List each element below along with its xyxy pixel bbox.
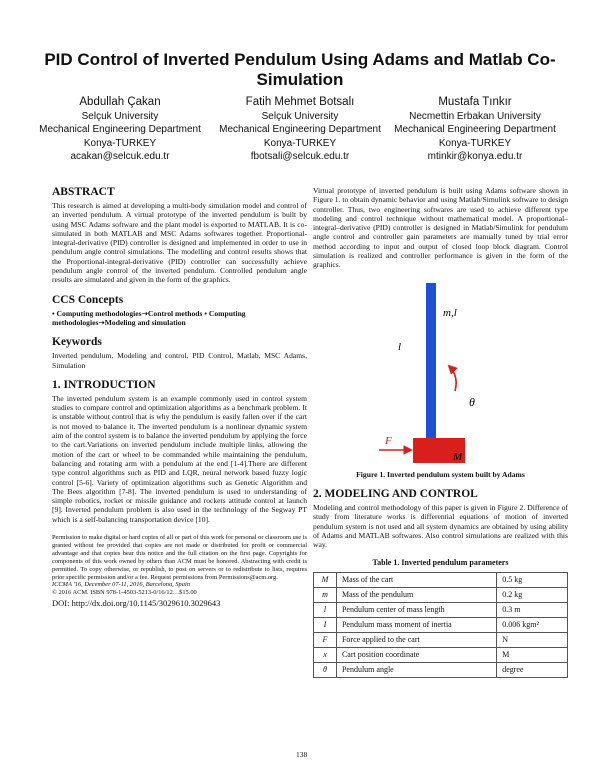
table-row [314,587,568,602]
table-cell-symbol: I [314,617,337,632]
author-department: Mechanical Engineering Department [39,124,201,135]
table-cell-description: Mass of the pendulum [336,587,496,602]
abstract-text: This research is aimed at developing a multi-body simulation model and control of an inverted pendulum. A virtual prototype of the inverted pendulum is built by using MSC Adams software and the plant model is exported to MATLAB. It is co-simulated in both MATLAB and MSC Adams softwares together. Proportional-integral-derivative (PID) controller is designed and implemented in order to use in pendulum angle control simulations. The modelling and control results shows that the Proportional-integral-derivative (PID) controller can successfully achieve pendulum angle control of the inverted pendulum. Controlled pendulum angle results are simulated and given in the form of the graphics. [52,201,307,285]
label-force: F [385,434,392,447]
table-cell-value: 0.2 kg [497,587,568,602]
right-intro-text: Virtual prototype of inverted pendulum is built using Adams software shown in Figure 1. to obtain dynamic behavior and using Matlab/Simulink software to design controller. Thus, two engineering softwares are used to achieve different type modeling and control technique without mathematical model. A proportional–integral–derivative (PID) controller is designed in Matlab/Simulink for pendulum angle control and controller gain parameters are manually tuned by trial error method according to input and output of closed loop block diagram. Control simulation is realized and controller performance is given in the form of the graphics. [313,186,568,270]
author-location: Konya-TURKEY [263,137,337,149]
table-cell-value: 0.006 kgm² [497,617,568,632]
figure-1 [313,278,568,466]
table-row [314,572,568,587]
table-cell-description: Cart position coordinate [336,647,496,662]
copyright-line: © 2016 ACM. ISBN 978-1-4503-5213-0/16/12…$15.00 [52,589,197,597]
pendulum-diagram [313,278,568,466]
introduction-heading: 1. INTRODUCTION [52,378,156,391]
author-email: mtinkir@konya.edu.tr [427,151,523,162]
author-name: Abdullah Çakan [79,96,161,108]
author-block [35,96,205,164]
table-cell-symbol: x [314,647,337,662]
author-affiliation: Selçuk University [81,110,159,122]
conference-line: ICCMA '16, December 07-11, 2016, Barcelona, Spain [52,581,190,589]
pendulum-rod [426,283,436,438]
table-cell-value: M [497,647,568,662]
label-cart-mass: M [453,450,463,463]
figure-caption: Figure 1. Inverted pendulum system built by Adams [356,469,525,479]
table-cell-description: Force applied to the cart [336,632,496,647]
paper-title: PID Control of Inverted Pendulum Using Adams and Matlab Co-Simulation [44,50,556,89]
introduction-text: The inverted pendulum system is an example commonly used in control system studies to compare control and optimization algorithms as a benchmark problem. It is unstable without control that is why the pendulum is easily fallen over if the cart is not moved to balance it. The inverted pendulum is a nonlinear dynamic system aim of the control system is to balance the inverted pendulum by applying the force to the cart.Variations on inverted pendulum include multiple links, allowing the motion of the cart or wheel to be commanded while maintaining the pendulum, balancing and rotating arm with a pendulum at the end [1-4].There are different type control algorithms such as PID and LQR, neural network based fuzzy logic control [5-6]. Variety of optimization algorithms such as Genetic Algorithm and The Bees algorithm [7-8]. The inverted pendulum is used to understanding of simple robotics, rocket or missile guidance and rockets attitude control at launch [9]. Inverted pendulum problem is also used in the technology of the Segway PT which is a self-balancing transportation device [10]. [52,393,307,524]
table-caption: Table 1. Inverted pendulum parameters [372,558,509,568]
author-department: Mechanical Engineering Department [394,124,556,135]
page-number: 138 [296,750,308,759]
table-cell-symbol: m [314,587,337,602]
left-column [52,186,307,608]
table-cell-value: 0.3 m [497,602,568,617]
table-cell-symbol: M [314,572,337,587]
label-mass-length: m,l [443,306,457,319]
table-row [314,617,568,632]
modeling-text: Modeling and control methodology of this paper is given in Figure 2. Difference of study from literature works is differential equations of motion of inverted pendulum system is not used and all system dynamics are obtained by using ability of Adams and MATLAB softwares. Also control simulations are realized with this way. [313,502,568,550]
table-cell-value: N [497,632,568,647]
ccs-heading: CCS Concepts [52,293,124,306]
modeling-heading: 2. MODELING AND CONTROL [313,487,478,500]
permission-notice: Permission to make digital or hard copies of all or part of this work for personal or classroom use is granted without fee provided that copies are not made or distributed for profit or commercial advantage and that copies bear this notice and the full citation on the first page. Copyrights for components of this work owned by others than ACM must be honored. Abstracting with credit is permitted. To copy otherwise, or republish, to post on servers or to redistribute to lists, requires prior specific permission and/or a fee. Request permissions from Permissions@acm.org. [52,534,307,581]
author-location: Konya-TURKEY [83,137,157,149]
table-cell-symbol: l [314,602,337,617]
author-email: acakan@selcuk.edu.tr [70,151,170,162]
author-name: Mustafa Tınkır [438,96,512,108]
table-cell-description: Pendulum angle [336,662,496,677]
ccs-text: • Computing methodologies➝Control methods • Computing methodologies➝Modeling and simulation [52,308,246,327]
author-name: Fatih Mehmet Botsalı [245,96,355,108]
table-cell-value: degree [497,662,568,677]
label-theta: θ [469,394,475,409]
table-cell-value: 0.5 kg [497,572,568,587]
author-location: Konya-TURKEY [438,137,512,149]
table-cell-description: Pendulum mass moment of inertia [336,617,496,632]
author-department: Mechanical Engineering Department [219,124,381,135]
right-column [313,186,568,678]
table-row [314,632,568,647]
author-email: fbotsali@selcuk.edu.tr [250,151,350,162]
table-cell-symbol: F [314,632,337,647]
table-row [314,662,568,677]
author-block [215,96,385,164]
table-row [314,602,568,617]
theta-arrow [449,366,456,391]
table-row [314,647,568,662]
table-cell-symbol: θ [314,662,337,677]
keywords-heading: Keywords [52,336,102,349]
author-affiliation: Selçuk University [261,110,339,122]
author-block [385,96,565,164]
author-affiliation: Necmettin Erbakan University [409,110,541,122]
table-cell-description: Pendulum center of mass length [336,602,496,617]
doi-link[interactable]: DOI: http://dx.doi.org/10.1145/3029610.3029643 [52,598,221,609]
parameters-table [313,572,568,678]
abstract-heading: ABSTRACT [52,186,115,198]
label-length: l [398,340,402,353]
keywords-text: Inverted pendulum, Modeling and control, PID Control, Matlab, MSC Adams, Simulation [52,351,307,370]
table-cell-description: Mass of the cart [336,572,496,587]
